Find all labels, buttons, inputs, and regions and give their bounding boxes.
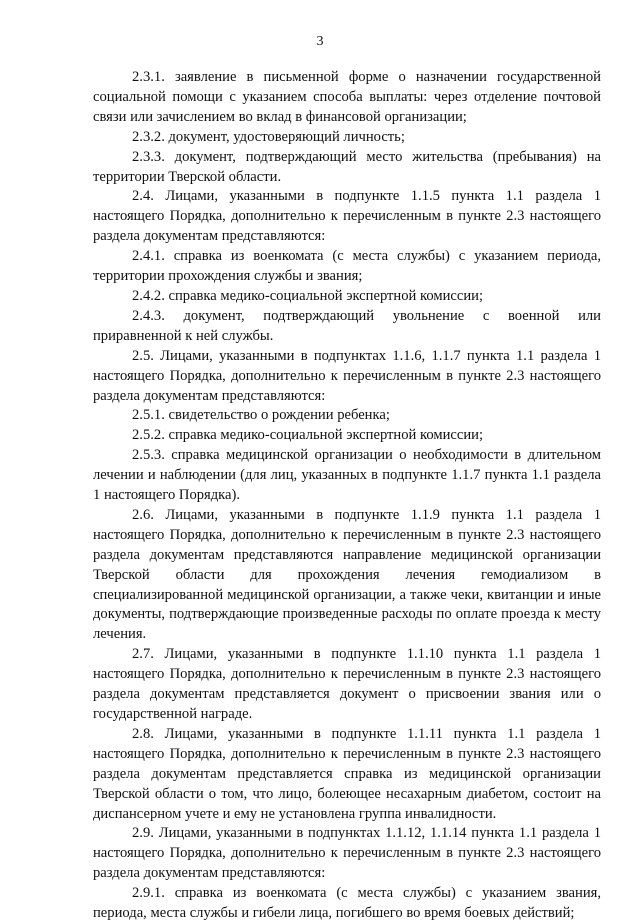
- paragraph-2-4-3: 2.4.3. документ, подтверждающий увольнение с военной или приравненной к ней службы.: [93, 307, 601, 344]
- paragraph-2-5: 2.5. Лицами, указанными в подпунктах 1.1.6, 1.1.7 пункта 1.1 раздела 1 настоящего Порядка, дополнительно к перечисленным в пункте 2.3 настоящего раздела документам представляются:: [93, 347, 601, 404]
- paragraph-2-5-1: 2.5.1. свидетельство о рождении ребенка;: [132, 407, 390, 424]
- paragraph-2-3-3: 2.3.3. документ, подтверждающий место жительства (пребывания) на территории Тверской области.: [93, 148, 601, 185]
- paragraph-2-5-2: 2.5.2. справка медико-социальной экспертной комиссии;: [132, 427, 484, 444]
- paragraph-2-4: 2.4. Лицами, указанными в подпункте 1.1.5 пункта 1.1 раздела 1 настоящего Порядка, дополнительно к перечисленным в пункте 2.3 настоящего раздела документам представляются:: [93, 188, 601, 245]
- page-number: 3: [316, 34, 324, 49]
- paragraph-2-5-3: 2.5.3. справка медицинской организации о необходимости в длительном лечении и наблюдении (для лиц, указанных в подпункте 1.1.7 пункта 1.1 раздела 1 настоящего Порядка).: [93, 447, 601, 504]
- paragraph-2-8: 2.8. Лицами, указанными в подпункте 1.1.11 пункта 1.1 раздела 1 настоящего Порядка, дополнительно к перечисленным в пункте 2.3 настоящего раздела документам представляется справка из медицинской организации Тверской области о том, что лицо, болеющее несахарным диабетом, состоит на диспансерном учете и ему не установлена группа инвалидности.: [93, 725, 601, 822]
- paragraph-2-3-1: 2.3.1. заявление в письменной форме о назначении государственной социальной помощи с указанием способа выплаты: через отделение почтовой связи или зачислением во вклад в финансовой организации;: [93, 69, 601, 125]
- paragraph-2-3-2: 2.3.2. документ, удостоверяющий личность;: [132, 128, 405, 145]
- paragraph-2-7: 2.7. Лицами, указанными в подпункте 1.1.10 пункта 1.1 раздела 1 настоящего Порядка, дополнительно к перечисленным в пункте 2.3 настоящего раздела документам представляется документ о присвоении звания или о государственной награде.: [93, 646, 601, 722]
- paragraph-2-4-1: 2.4.1. справка из военкомата (с места службы) с указанием периода, территории прохождения службы и звания;: [93, 248, 601, 285]
- document-body: [93, 68, 601, 924]
- paragraph-2-4-2: 2.4.2. справка медико-социальной экспертной комиссии;: [132, 287, 484, 304]
- paragraph-2-9: 2.9. Лицами, указанными в подпунктах 1.1.12, 1.1.14 пункта 1.1 раздела 1 настоящего Порядка, дополнительно к перечисленным в пункте 2.3 настоящего раздела документам представляются:: [93, 825, 601, 882]
- paragraph-2-9-1: 2.9.1. справка из военкомата (с места службы) с указанием звания, периода, места службы и гибели лица, погибшего во время боевых действий;: [93, 885, 601, 922]
- paragraph-2-6: 2.6. Лицами, указанными в подпункте 1.1.9 пункта 1.1 раздела 1 настоящего Порядка, дополнительно к перечисленным в пункте 2.3 настоящего раздела документам представляются направление медицинской организации Тверской области для прохождения лечения гемодиализом в специализированной медицинской организации, а также чеки, квитанции и иные документы, подтверждающие произведенные расходы по оплате проезда к месту лечения.: [93, 506, 601, 643]
